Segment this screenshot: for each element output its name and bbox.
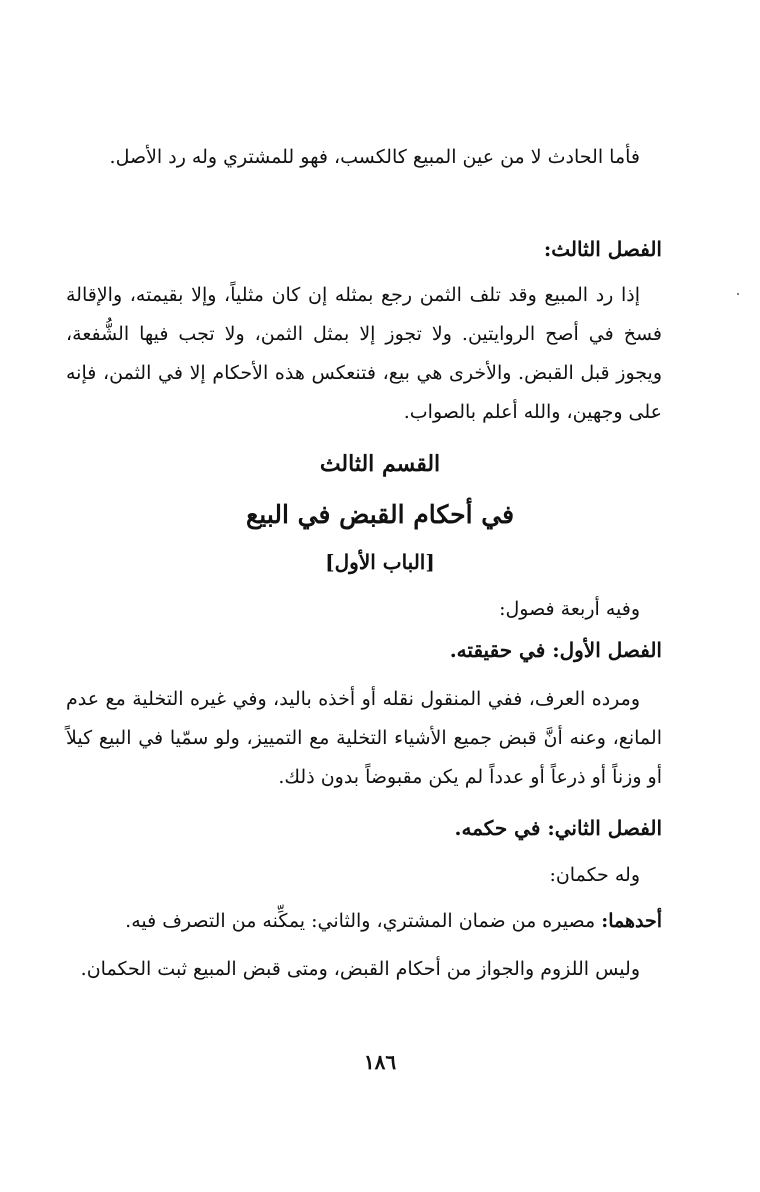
first-ruling-text: مصيره من ضمان المشتري، والثاني: يمكِّنه من التصرف فيه. — [125, 910, 596, 932]
section-title: في حكمه. — [454, 816, 541, 840]
part-subtitle: في أحكام القبض في البيع — [245, 500, 515, 529]
section-heading-second — [455, 816, 662, 840]
paragraph-price-loss-iqala: إذا رد المبيع وقد تلف الثمن رجع بمثله إن كان مثلياً، وإلا بقيمته، والإقالة فسخ في أصح الروايتين. ولا تجوز إلا بمثل الثمن، ولا تجب فيها الشُّفعة، ويجوز قبل القبض. والأخرى هي بيع، فتنعكس هذه الأحكام إلا في الثمن، فإنه على وجهين، والله أعلم بالصواب. — [66, 284, 662, 423]
chapter-title: [الباب الأول] — [325, 550, 435, 574]
paragraph-definition-of-possession: ومرده العرف، ففي المنقول نقله أو أخذه باليد، وفي غيره التخلية مع عدم المانع، وعنه أنَّ قبض جميع الأشياء التخلية مع التمييز، ولو سمّيا في البيع كيلاً أو وزناً أو ذرعاً أو عدداً لم يكن مقبوضاً بدون ذلك. — [66, 688, 662, 788]
section-heading-first — [450, 638, 662, 662]
first-ruling-label: أحدهما: — [601, 910, 662, 932]
page-number: ١٨٦ — [363, 1050, 397, 1074]
section-label: الفصل الثاني: — [547, 816, 662, 840]
section-title: في حقيقته. — [449, 638, 546, 662]
section-heading-third: الفصل الثالث: — [543, 237, 662, 261]
section-intro: وله حكمان: — [549, 864, 640, 886]
margin-mark — [737, 293, 739, 295]
paragraph-binding-and-permissibility: وليس اللزوم والجواز من أحكام القبض، ومتى قبض المبيع ثبت الحكمان. — [80, 958, 640, 980]
part-title: القسم الثالث — [319, 451, 441, 477]
chapter-intro: وفيه أربعة فصول: — [499, 598, 640, 620]
section-label: الفصل الأول: — [552, 638, 662, 662]
paragraph-two-rulings — [66, 902, 662, 941]
paragraph-returned-item-gain: فأما الحادث لا من عين المبيع كالكسب، فهو للمشتري وله رد الأصل. — [109, 146, 640, 168]
